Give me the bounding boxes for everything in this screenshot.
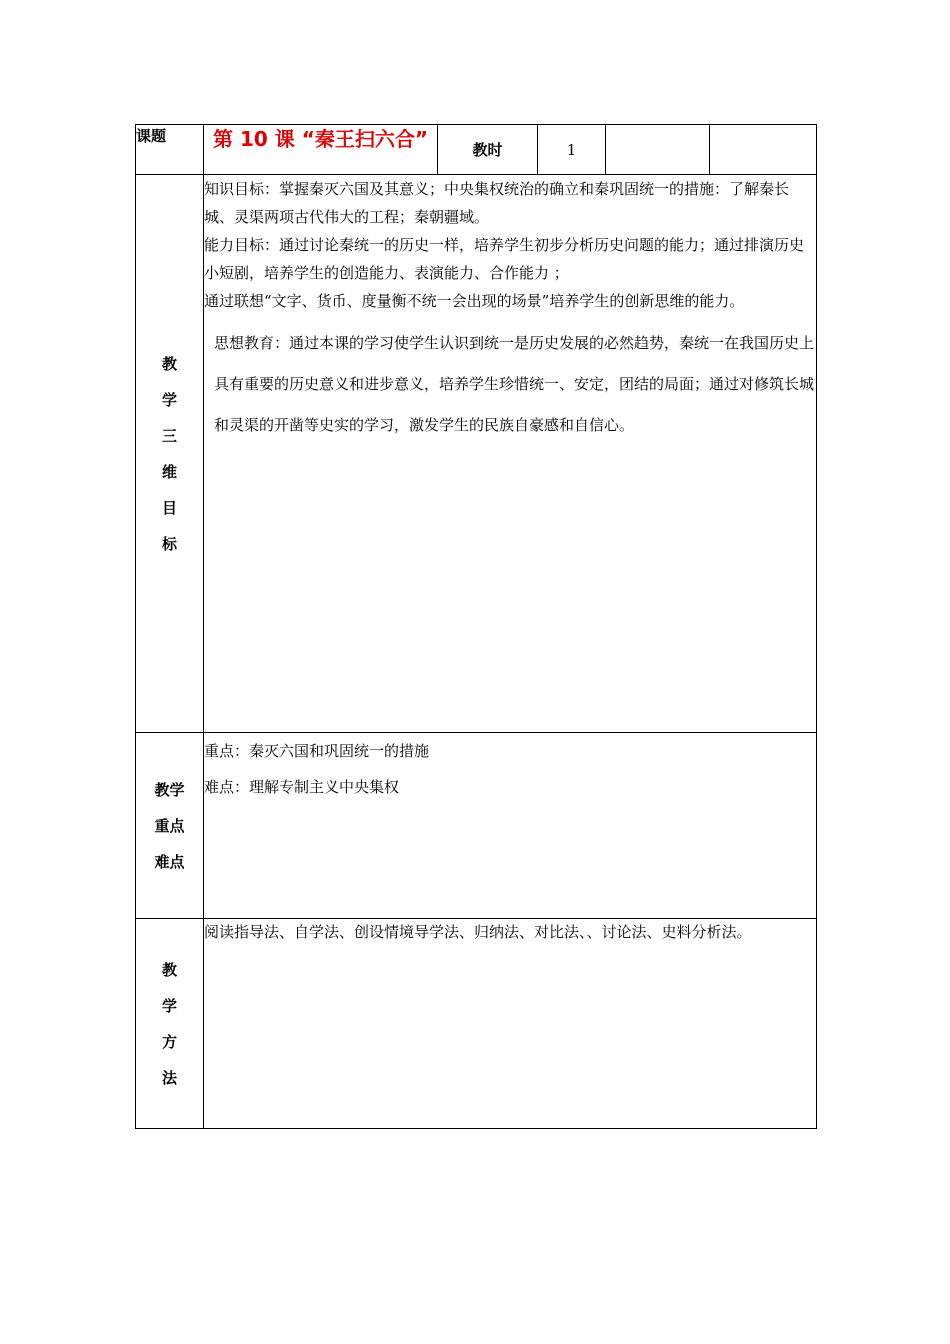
- key-points-row: [136, 733, 817, 919]
- objectives-content: [204, 175, 817, 733]
- empty-cell-1: [606, 125, 710, 175]
- header-row: [136, 125, 817, 175]
- difficult-point: 难点：理解专制主义中央集权: [204, 778, 400, 796]
- methods-label-char: 学: [161, 996, 177, 1015]
- moral-objective: 思想教育：通过本课的学习使学生认识到统一是历史发展的必然趋势，秦统一在我国历史上具有重要的历史意义和进步意义，培养学生珍惜统一、安定，团结的局面；通过对修筑长城和灵渠的开凿等史实的学习，激发学生的民族自豪感和自信心。: [214, 334, 815, 434]
- objectives-label-char: 标: [161, 534, 177, 553]
- lesson-plan-table: [135, 124, 817, 1129]
- objectives-row: [136, 175, 817, 733]
- methods-label: [136, 919, 204, 1129]
- periods-value: 1: [538, 125, 606, 175]
- key-points-label-line: 难点: [154, 852, 185, 871]
- periods-label: 教时: [438, 125, 538, 175]
- key-points-label: [136, 733, 204, 919]
- objectives-label-char: 学: [161, 390, 177, 409]
- objectives-label: [136, 175, 204, 733]
- empty-cell-2: [710, 125, 817, 175]
- objectives-label-char: 维: [161, 462, 177, 481]
- lesson-title: 第 10 课 “秦王扫六合”: [212, 127, 428, 151]
- key-point: 重点：秦灭六国和巩固统一的措施: [204, 742, 430, 760]
- ability-objective: 能力目标：通过讨论秦统一的历史一样，培养学生初步分析历史问题的能力；通过排演历史小短剧，培养学生的创造能力、表演能力、合作能力 ；: [204, 236, 805, 282]
- key-points-label-line: 教学: [154, 780, 185, 799]
- methods-label-char: 教: [161, 960, 177, 979]
- methods-content: 阅读指导法、自学法、创设情境导学法、归纳法、对比法、、讨论法、史料分析法。: [204, 919, 817, 1129]
- topic-label: 课题: [136, 125, 204, 175]
- ability-objective-continued: 通过联想“文字、货币、度量衡不统一会出现的场景”培养学生的创新思维的能力。: [204, 292, 745, 310]
- key-points-label-line: 重点: [154, 816, 185, 835]
- methods-label-char: 方: [161, 1032, 177, 1051]
- knowledge-objective: 知识目标：掌握秦灭六国及其意义；中央集权统治的确立和秦巩固统一的措施：了解秦长城、灵渠两项古代伟大的工程；秦朝疆域。: [204, 180, 790, 226]
- methods-row: [136, 919, 817, 1129]
- lesson-title-cell: [204, 125, 438, 175]
- key-points-content: [204, 733, 817, 919]
- objectives-label-char: 教: [161, 354, 177, 373]
- methods-label-char: 法: [161, 1068, 177, 1087]
- objectives-label-char: 三: [161, 426, 177, 445]
- objectives-label-char: 目: [161, 498, 177, 517]
